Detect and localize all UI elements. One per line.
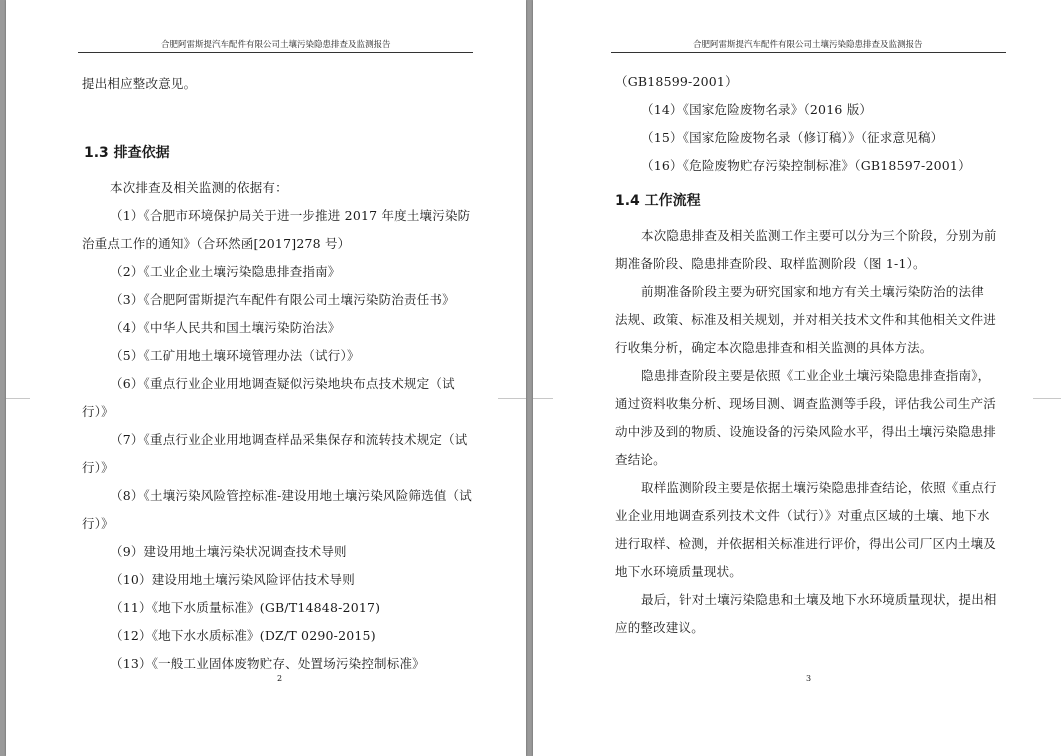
- paragraph-line: 应的整改建议。: [615, 620, 704, 635]
- list-item-continuation: 行）》: [82, 516, 114, 531]
- page-number: 2: [277, 674, 283, 683]
- page-edge-mark: [1033, 398, 1061, 399]
- list-item: （4）《中华人民共和国土壤污染防治法》: [110, 320, 341, 335]
- paragraph-line: 地下水环境质量现状。: [615, 564, 743, 579]
- list-item: （15）《国家危险废物名录（修订稿）》（征求意见稿）: [641, 130, 944, 145]
- paragraph-line: 通过资料收集分析、现场目测、调查监测等手段，评估我公司生产活: [615, 396, 997, 411]
- paragraph-line: 进行取样、检测，并依据相关标准进行评价，得出公司厂区内土壤及: [615, 536, 997, 551]
- list-item: （8）《土壤污染风险管控标准-建设用地土壤污染风险筛选值（试: [110, 488, 472, 503]
- section-heading: 1.3 排查依据: [84, 145, 170, 161]
- paragraph-line: 本次隐患排查及相关监测工作主要可以分为三个阶段，分别为前: [641, 228, 997, 243]
- document-page-3: [533, 0, 1061, 756]
- paragraph-line: 业企业用地调查系列技术文件（试行）》对重点区域的土壤、地下水: [615, 508, 990, 523]
- paragraph-line: 期准备阶段、隐患排查阶段、取样监测阶段（图 1-1）。: [615, 256, 926, 271]
- page-edge-mark: [533, 398, 553, 399]
- paragraph-line: 前期准备阶段主要为研究国家和地方有关土壤污染防治的法律: [641, 284, 984, 299]
- list-item: （12）《地下水水质标准》(DZ/T 0290-2015): [110, 628, 376, 643]
- list-item: （3）《合肥阿雷斯提汽车配件有限公司土壤污染防治责任书》: [110, 292, 455, 307]
- list-item: （11）《地下水质量标准》(GB/T14848-2017): [110, 600, 381, 615]
- list-item-continuation: （GB18599-2001）: [615, 74, 738, 89]
- header-rule: [78, 52, 473, 53]
- list-item: （1）《合肥市环境保护局关于进一步推进 2017 年度土壤污染防: [110, 208, 471, 223]
- page-number: 3: [806, 674, 812, 683]
- list-item: （10）建设用地土壤污染风险评估技术导则: [110, 572, 355, 587]
- paragraph-line: 隐患排查阶段主要是依照《工业企业土壤污染隐患排查指南》，: [641, 368, 991, 383]
- page-header: 合肥阿雷斯提汽车配件有限公司土壤污染隐患排查及监测报告: [161, 40, 391, 50]
- list-item-continuation: 行）》: [82, 460, 114, 475]
- header-rule: [611, 52, 1006, 53]
- list-item: （14）《国家危险废物名录》（2016 版）: [641, 102, 873, 117]
- list-item: （2）《工业企业土壤污染隐患排查指南》: [110, 264, 341, 279]
- list-item-continuation: 治重点工作的通知》（合环然函[2017]278 号）: [82, 236, 351, 251]
- paragraph-line: 取样监测阶段主要是依据土壤污染隐患排查结论，依照《重点行: [641, 480, 997, 495]
- page-header: 合肥阿雷斯提汽车配件有限公司土壤污染隐患排查及监测报告: [693, 40, 923, 50]
- body-line: 提出相应整改意见。: [82, 76, 197, 91]
- body-line: 本次排查及相关监测的依据有：: [110, 180, 288, 195]
- list-item: （16）《危险废物贮存污染控制标准》（GB18597-2001）: [641, 158, 971, 173]
- document-page-2: [6, 0, 526, 756]
- page-edge-mark: [6, 398, 30, 399]
- list-item-continuation: 行）》: [82, 404, 114, 419]
- paragraph-line: 法规、政策、标准及相关规划，并对相关技术文件和其他相关文件进: [615, 312, 997, 327]
- page-edge-mark: [498, 398, 526, 399]
- section-heading: 1.4 工作流程: [615, 193, 701, 209]
- list-item: （5）《工矿用地土壤环境管理办法（试行）》: [110, 348, 360, 363]
- list-item: （13）《一般工业固体废物贮存、处置场污染控制标准》: [110, 656, 425, 671]
- list-item: （7）《重点行业企业用地调查样品采集保存和流转技术规定（试: [110, 432, 468, 447]
- paragraph-line: 行收集分析，确定本次隐患排查和相关监测的具体方法。: [615, 340, 933, 355]
- paragraph-line: 最后，针对土壤污染隐患和土壤及地下水环境质量现状，提出相: [641, 592, 997, 607]
- paragraph-line: 动中涉及到的物质、设施设备的污染风险水平，得出土壤污染隐患排: [615, 424, 997, 439]
- list-item: （9）建设用地土壤污染状况调查技术导则: [110, 544, 347, 559]
- list-item: （6）《重点行业企业用地调查疑似污染地块布点技术规定（试: [110, 376, 455, 391]
- paragraph-line: 查结论。: [615, 452, 666, 467]
